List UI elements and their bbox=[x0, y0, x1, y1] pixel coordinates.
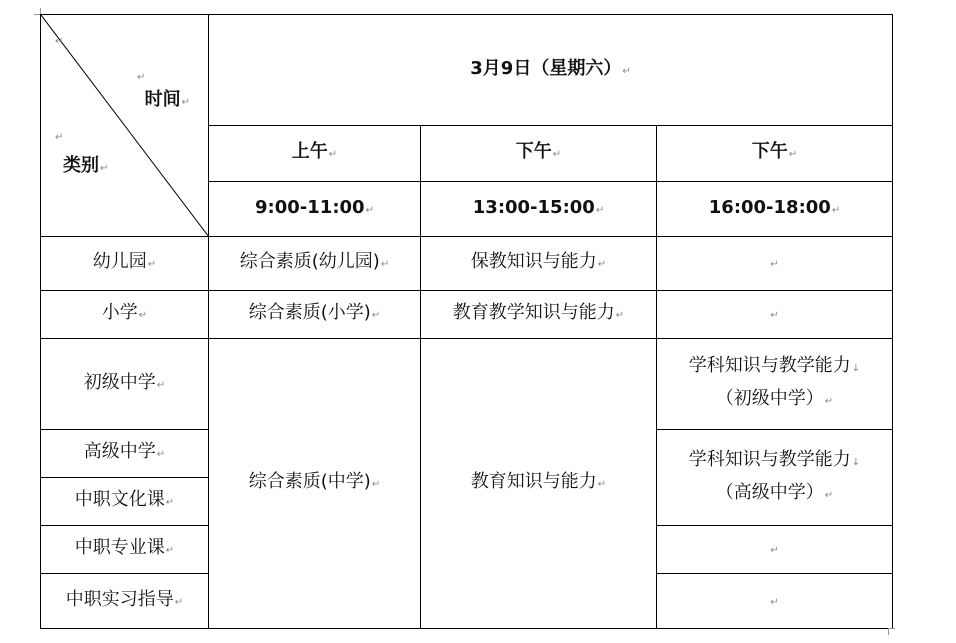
empty-cell: ↵ bbox=[657, 291, 893, 339]
subject-cell: 学科知识与教学能力↓ （初级中学）↵ bbox=[657, 339, 893, 430]
table-row bbox=[41, 237, 893, 291]
diagonal-line bbox=[41, 15, 209, 237]
category-cell: 中职文化课↵ bbox=[41, 478, 209, 526]
category-cell: 幼儿园↵ bbox=[41, 237, 209, 291]
session-2-time: 13:00-15:00↵ bbox=[421, 182, 657, 237]
category-cell: 高级中学↵ bbox=[41, 430, 209, 478]
subject-cell: 综合素质(中学)↵ bbox=[209, 339, 421, 629]
category-cell: 初级中学↵ bbox=[41, 339, 209, 430]
empty-cell: ↵ bbox=[657, 574, 893, 629]
category-header-label: 类别↵ bbox=[63, 155, 109, 176]
time-header-label: 时间↵ bbox=[144, 89, 190, 110]
subject-cell: 教育知识与能力↵ bbox=[421, 339, 657, 629]
session-3-period: 下午↵ bbox=[657, 126, 893, 182]
session-1-period: 上午↵ bbox=[209, 126, 421, 182]
table-row bbox=[41, 339, 893, 430]
exam-date-cell: 3月9日（星期六）↵ bbox=[209, 15, 893, 126]
page-corner-mark bbox=[888, 628, 895, 635]
paragraph-mark: ↵ bbox=[55, 132, 64, 143]
session-1-time: 9:00-11:00↵ bbox=[209, 182, 421, 237]
category-cell: 中职实习指导↵ bbox=[41, 574, 209, 629]
category-cell: 小学↵ bbox=[41, 291, 209, 339]
subject-cell: 学科知识与教学能力↓ （高级中学）↵ bbox=[657, 430, 893, 526]
session-2-period: 下午↵ bbox=[421, 126, 657, 182]
category-cell: 中职专业课↵ bbox=[41, 526, 209, 574]
table-row bbox=[41, 291, 893, 339]
diagonal-header-cell bbox=[41, 15, 209, 237]
empty-cell: ↵ bbox=[657, 237, 893, 291]
subject-cell: 综合素质(幼儿园)↵ bbox=[209, 237, 421, 291]
paragraph-mark: ↵ bbox=[55, 36, 64, 47]
exam-schedule-table bbox=[40, 14, 893, 629]
empty-cell: ↵ bbox=[657, 526, 893, 574]
subject-cell: 综合素质(小学)↵ bbox=[209, 291, 421, 339]
paragraph-mark: ↵ bbox=[137, 72, 146, 83]
subject-cell: 保教知识与能力↵ bbox=[421, 237, 657, 291]
session-3-time: 16:00-18:00↵ bbox=[657, 182, 893, 237]
subject-cell: 教育教学知识与能力↵ bbox=[421, 291, 657, 339]
